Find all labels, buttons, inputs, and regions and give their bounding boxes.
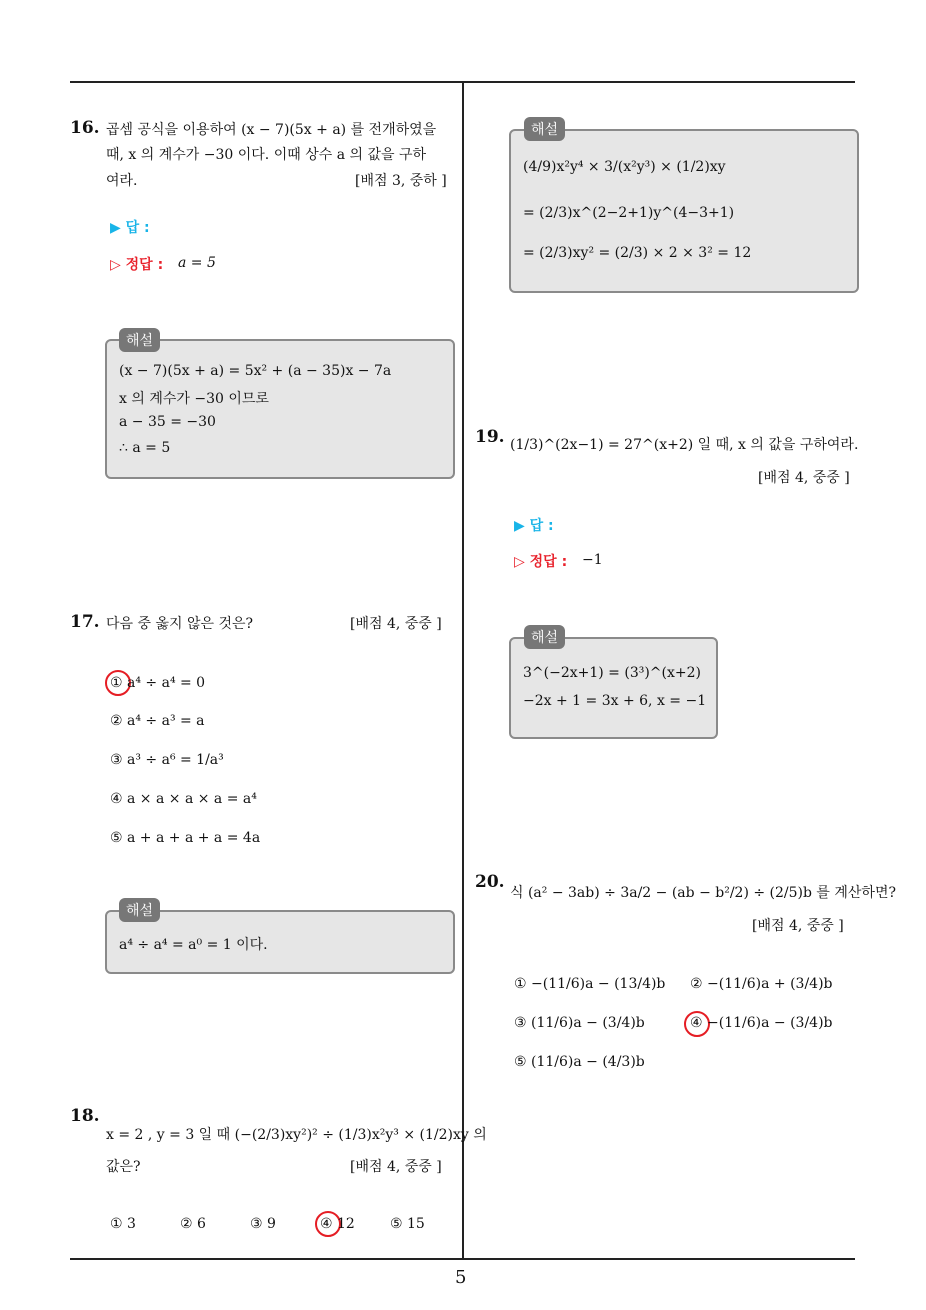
q17-choice-1: ① a⁴ ÷ a⁴ = 0 <box>110 675 206 691</box>
q16-explain-tag: 해설 <box>119 328 160 352</box>
q20-score: [배점 4, 중중 ] <box>752 918 844 934</box>
q19-correct-value: −1 <box>582 552 603 568</box>
q16-explanation-box <box>105 339 455 479</box>
q18-choice-4: ④ 12 <box>320 1216 355 1232</box>
q16-explain-line-4: ∴ a = 5 <box>119 440 171 456</box>
q17-explain-tag: 해설 <box>119 898 160 922</box>
q17-choice-5: ⑤ a + a + a + a = 4a <box>110 830 261 846</box>
q17-score: [배점 4, 중중 ] <box>350 616 442 632</box>
q19-explain-line-2: −2x + 1 = 3x + 6, x = −1 <box>523 693 707 709</box>
q18-explain-line-3: = (2/3)xy² = (2/3) × 2 × 3² = 12 <box>523 245 752 261</box>
q16-line-3: 여라. <box>106 173 138 189</box>
q20-choice-5: ⑤ (11/6)a − (4/3)b <box>514 1054 645 1070</box>
q18-choice-5: ⑤ 15 <box>390 1216 425 1232</box>
q17-explain-line-1: a⁴ ÷ a⁴ = a⁰ = 1 이다. <box>119 937 268 953</box>
q19-answer-label: ▶ 답 : <box>514 518 554 534</box>
q16-correct-value: a = 5 <box>178 255 216 271</box>
q19-correct-label: ▷ 정답 : <box>514 554 568 570</box>
q18-line-1: x = 2 , y = 3 일 때 (−(2/3)xy²)² ÷ (1/3)x²y³ × (1/2)xy 의 <box>106 1127 487 1143</box>
q18-explain-line-1: (4/9)x²y⁴ × 3/(x²y³) × (1/2)xy <box>523 159 726 175</box>
q17-choice-4: ④ a × a × a × a = a⁴ <box>110 791 257 807</box>
q16-explain-line-3: a − 35 = −30 <box>119 414 216 430</box>
q16-explain-line-1: (x − 7)(5x + a) = 5x² + (a − 35)x − 7a <box>119 363 392 379</box>
q19-score: [배점 4, 중중 ] <box>758 470 850 486</box>
q19-explanation-box <box>509 637 718 739</box>
q16-line-1: 곱셈 공식을 이용하여 (x − 7)(5x + a) 를 전개하였을 <box>106 122 437 138</box>
q20-choice-4: ④ −(11/6)a − (3/4)b <box>690 1015 833 1031</box>
q16-answer-label: ▶ 답 : <box>110 220 150 236</box>
q20-choice-2: ② −(11/6)a + (3/4)b <box>690 976 833 992</box>
q18-number: 18. <box>70 1106 100 1126</box>
q16-score: [배점 3, 중하 ] <box>355 173 447 189</box>
q20-number: 20. <box>475 872 505 892</box>
q17-question: 다음 중 옳지 않은 것은? <box>106 616 254 632</box>
q18-score: [배점 4, 중중 ] <box>350 1159 442 1175</box>
q19-number: 19. <box>475 427 505 447</box>
q19-explain-line-1: 3^(−2x+1) = (3³)^(x+2) <box>523 665 701 681</box>
q18-line-2: 값은? <box>106 1159 141 1175</box>
q19-question: (1/3)^(2x−1) = 27^(x+2) 일 때, x 의 값을 구하여라. <box>510 437 859 453</box>
q18-choice-3: ③ 9 <box>250 1216 276 1232</box>
q17-choice-3: ③ a³ ÷ a⁶ = 1/a³ <box>110 752 224 768</box>
q20-choice-1: ① −(11/6)a − (13/4)b <box>514 976 666 992</box>
bottom-rule <box>70 1258 855 1260</box>
q17-choice-2: ② a⁴ ÷ a³ = a <box>110 713 205 729</box>
page-number: 5 <box>455 1267 467 1288</box>
q16-explain-line-2: x 의 계수가 −30 이므로 <box>119 391 269 407</box>
q18-explanation-box <box>509 129 859 293</box>
q20-question: 식 (a² − 3ab) ÷ 3a/2 − (ab − b²/2) ÷ (2/5)b 를 계산하면? <box>510 885 896 901</box>
q16-line-2: 때, x 의 계수가 −30 이다. 이때 상수 a 의 값을 구하 <box>106 147 427 163</box>
column-divider <box>462 83 464 1260</box>
q18-explain-tag: 해설 <box>524 117 565 141</box>
q18-choice-2: ② 6 <box>180 1216 206 1232</box>
q17-number: 17. <box>70 612 100 632</box>
q16-number: 16. <box>70 118 100 138</box>
q18-explain-line-2: = (2/3)x^(2−2+1)y^(4−3+1) <box>523 205 735 221</box>
q19-explain-tag: 해설 <box>524 625 565 649</box>
q20-choice-3: ③ (11/6)a − (3/4)b <box>514 1015 645 1031</box>
q16-correct-label: ▷ 정답 : <box>110 257 164 273</box>
q18-choice-1: ① 3 <box>110 1216 136 1232</box>
